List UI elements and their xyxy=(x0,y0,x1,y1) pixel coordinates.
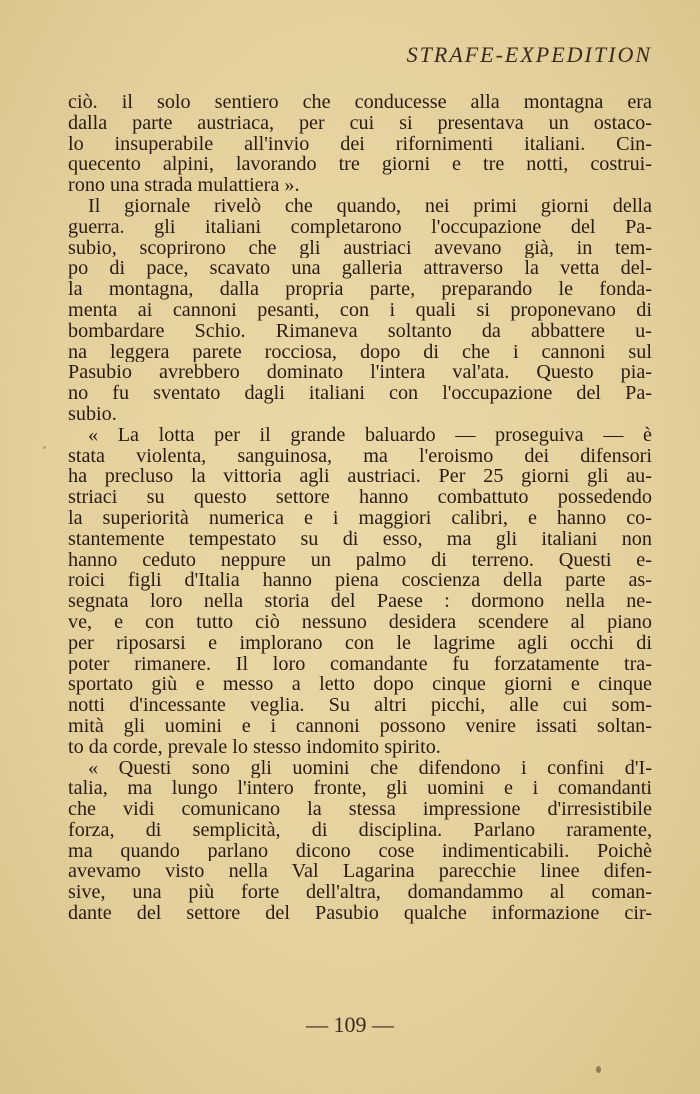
text-line: sive, una più forte dell'altra, domandammo al coman- xyxy=(68,882,652,904)
text-line: Il giornale rivelò che quando, nei primi giorni della xyxy=(88,195,652,217)
paper-speck xyxy=(43,446,46,449)
text-line: rono una strada mulattiera ». xyxy=(68,175,300,196)
text-line: stata violenta, sanguinosa, ma l'eroismo dei difensori xyxy=(68,445,652,467)
text-line: « La lotta per il grande baluardo — proseguiva — è xyxy=(88,424,652,446)
body-text xyxy=(68,92,652,924)
text-line: no fu sventato dagli italiani con l'occupazione del Pa- xyxy=(68,383,652,404)
text-line: ciò. il solo sentiero che conducesse alla montagna era xyxy=(68,92,652,113)
text-line: la superiorità numerica e i maggiori calibri, e hanno co- xyxy=(68,507,652,529)
text-line: hanno ceduto neppure un palmo di terreno. Questi e- xyxy=(68,549,652,571)
text-line: po di pace, scavato una galleria attraverso la vetta del- xyxy=(68,258,652,280)
text-line: talia, ma lungo l'intero fronte, gli uomini e i comandanti xyxy=(68,778,652,800)
text-line: notti d'incessante veglia. Su altri picchi, alle cui som- xyxy=(68,695,652,716)
text-line: per riposarsi e implorano con le lagrime agli occhi di xyxy=(68,632,652,654)
text-line: na leggera parete rocciosa, dopo di che i cannoni sul xyxy=(68,341,652,363)
running-head: STRAFE-EXPEDITION xyxy=(406,42,652,67)
text-line: la montagna, dalla propria parte, preparando le fonda- xyxy=(68,279,652,300)
text-line: quecento alpini, lavorando tre giorni e tre notti, costrui- xyxy=(68,154,652,176)
text-line: dalla parte austriaca, per cui si presentava un ostaco- xyxy=(68,112,652,134)
text-line: roici figli d'Italia hanno piena coscienza della parte as- xyxy=(68,570,652,592)
text-line: mità gli uomini e i cannoni possono venire issati soltan- xyxy=(68,715,652,737)
paper-speck xyxy=(596,1066,601,1073)
text-line: guerra. gli italiani completarono l'occupazione del Pa- xyxy=(68,216,652,238)
text-line: striaci su questo settore hanno combattuto possedendo xyxy=(68,487,652,508)
text-line: poter rimanere. Il loro comandante fu forzatamente tra- xyxy=(68,653,652,675)
text-line: menta ai cannoni pesanti, con i quali si proponevano di xyxy=(68,299,652,321)
text-line: subio. xyxy=(68,403,117,425)
page-number: — 109 — xyxy=(306,1012,394,1037)
text-line: forza, di semplicità, di disciplina. Parlano raramente, xyxy=(68,819,652,841)
text-line: avevamo visto nella Val Lagarina parecchie linee difen- xyxy=(68,861,652,883)
text-line: lo insuperabile all'invio dei rifornimenti italiani. Cin- xyxy=(68,133,652,155)
text-line: dante del settore del Pasubio qualche informazione cir- xyxy=(68,903,652,924)
text-line: ve, e con tutto ciò nessuno desidera scendere al piano xyxy=(68,611,652,633)
text-line: ma quando parlano dicono cose indimenticabili. Poichè xyxy=(68,840,652,862)
text-line: stantemente tempestato su di esso, ma gli italiani non xyxy=(68,528,652,550)
text-line: bombardare Schio. Rimaneva soltanto da abbattere u- xyxy=(68,320,652,342)
text-line: ha precluso la vittoria agli austriaci. Per 25 giorni gli au- xyxy=(68,466,652,488)
text-line: sportato giù e messo a letto dopo cinque giorni e cinque xyxy=(68,674,652,696)
text-line: subio, scoprirono che gli austriaci avevano già, in tem- xyxy=(68,237,652,259)
text-line: « Questi sono gli uomini che difendono i confini d'I- xyxy=(88,757,652,779)
text-line: segnata loro nella storia del Paese : dormono nella ne- xyxy=(68,591,652,612)
text-line: Pasubio avrebbero dominato l'intera val'ata. Questo pia- xyxy=(68,362,652,384)
text-line: che vidi comunicano la stessa impressione d'irresistibile xyxy=(68,799,652,820)
text-line: to da corde, prevale lo stesso indomito spirito. xyxy=(68,736,441,758)
